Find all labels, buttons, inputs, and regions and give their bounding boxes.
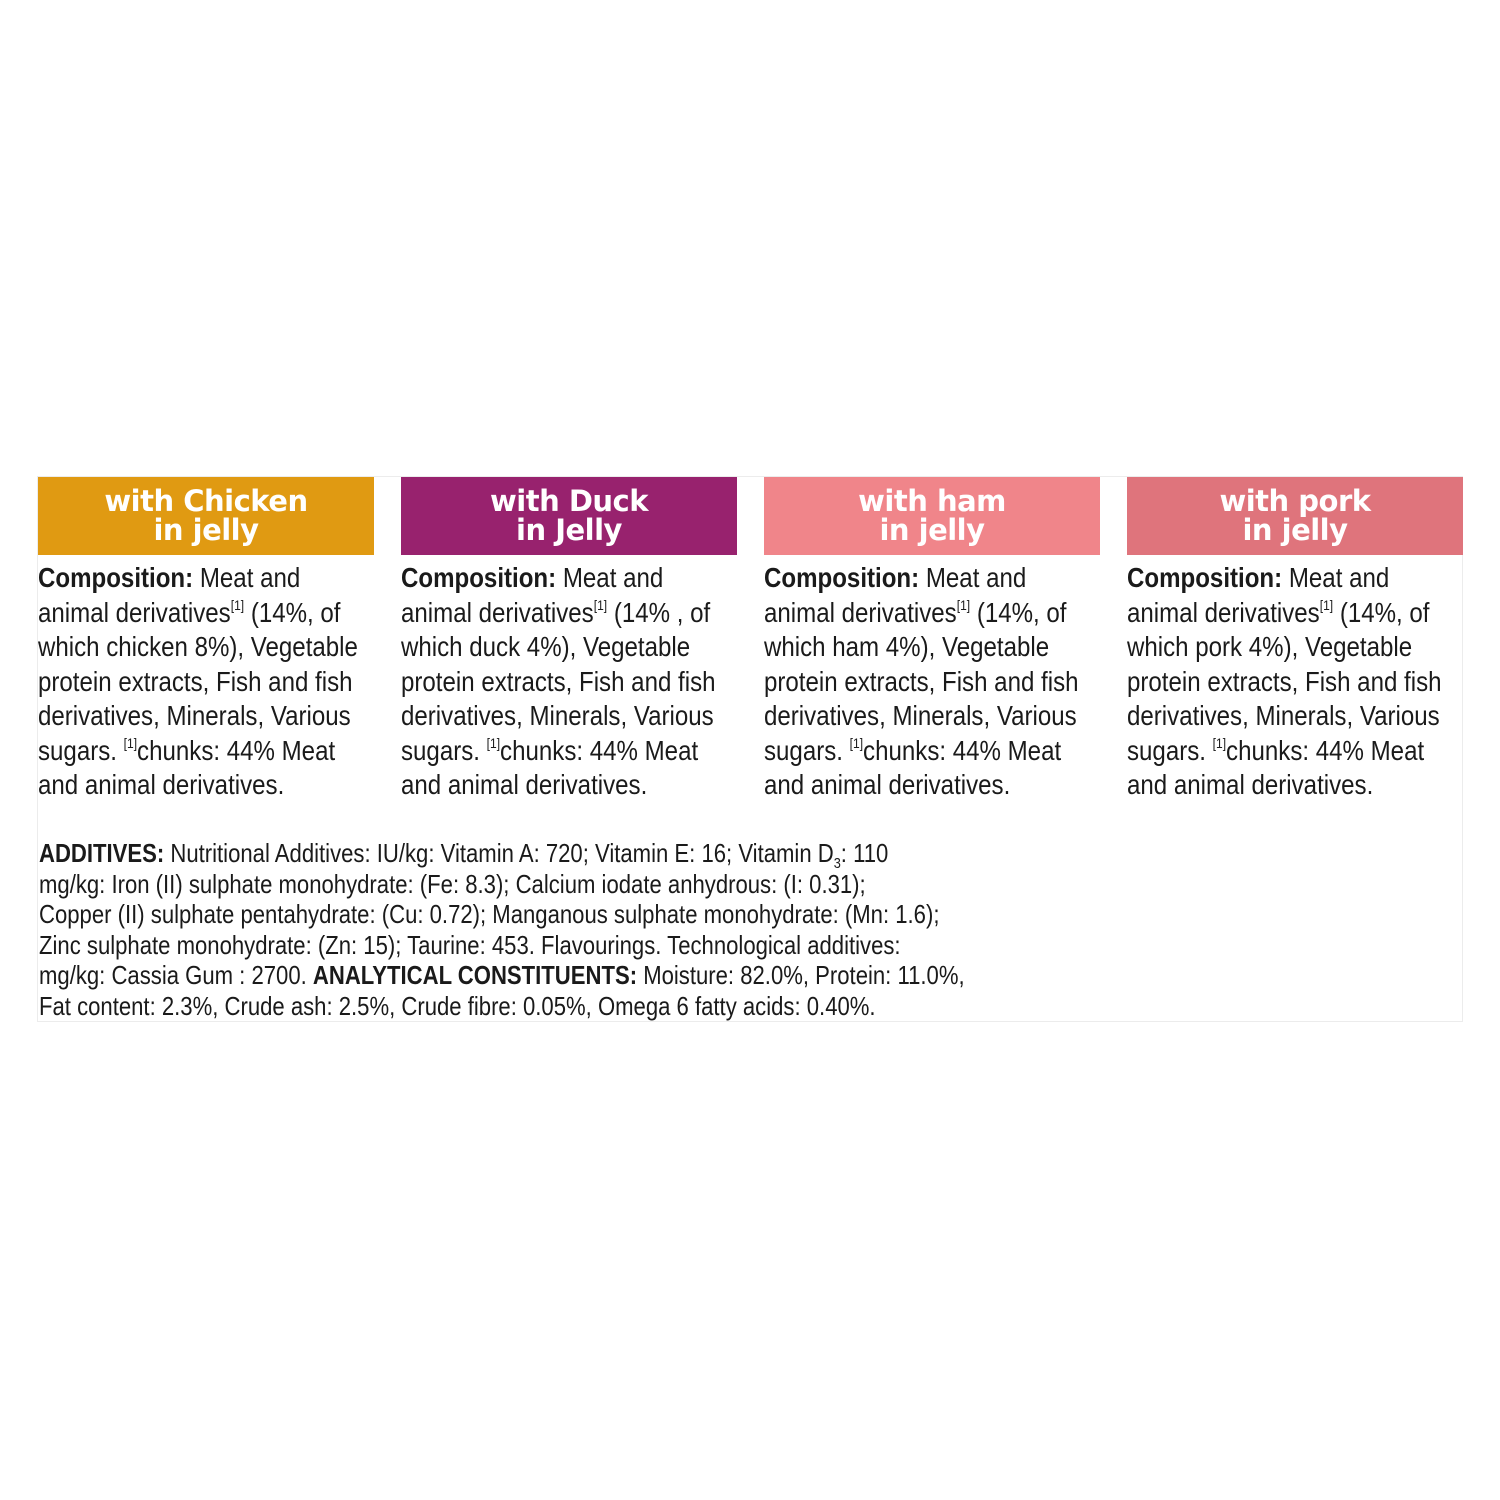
composition-part-a: Meat and animal derivatives [764, 562, 1027, 628]
footnote-mark: [1] [593, 596, 608, 613]
composition-text [764, 561, 1103, 803]
header-line2: in jelly [153, 513, 259, 547]
composition-part-a: Meat and animal derivatives [38, 562, 301, 628]
composition-part-c: chunks: 44% Meat and animal derivatives. [401, 734, 699, 800]
composition-part-b: (14%, of which pork 4%), Vegetable protein extracts, Fish and fish derivatives, Minerals, Various sugars. [1127, 596, 1442, 766]
header-line2: in jelly [879, 513, 985, 547]
additives-line: Copper (II) sulphate pentahydrate: (Cu: 0.72); Manganous sulphate monohydrate: (Mn: 1.6); [39, 899, 940, 929]
additives-text: mg/kg: Cassia Gum : 2700. [39, 960, 313, 990]
header-pork [1127, 477, 1463, 555]
footnote-mark: [1] [230, 596, 245, 613]
composition-text [401, 561, 740, 803]
column-pork [1127, 477, 1463, 803]
composition-label: Composition: [1127, 562, 1283, 593]
composition-text [1127, 561, 1466, 803]
composition-part-b: (14%, of which chicken 8%), Vegetable protein extracts, Fish and fish derivatives, Minerals, Various sugars. [38, 596, 358, 766]
analytical-label: ANALYTICAL CONSTITUENTS: [312, 960, 638, 990]
header-line2: in Jelly [516, 513, 622, 547]
header-line1: with pork [1219, 484, 1371, 518]
composition-text [38, 561, 377, 803]
composition-part-b: (14% , of which duck 4%), Vegetable protein extracts, Fish and fish derivatives, Minerals, Various sugars. [401, 596, 716, 766]
additives-text: : 110 [840, 838, 889, 868]
header-line1: with Chicken [104, 484, 308, 518]
footnote-mark: [1] [1212, 734, 1227, 751]
additives-line [39, 838, 974, 872]
additives-line: Fat content: 2.3%, Crude ash: 2.5%, Crude fibre: 0.05%, Omega 6 fatty acids: 0.40%. [39, 990, 876, 1021]
additives-line: mg/kg: Iron (II) sulphate monohydrate: (Fe: 8.3); Calcium iodate anhydrous: (I: 0.31); [39, 868, 866, 899]
composition-part-c: chunks: 44% Meat and animal derivatives. [764, 734, 1062, 800]
column-chicken [38, 477, 374, 803]
composition-part-a: Meat and animal derivatives [1127, 562, 1390, 628]
subscript: 3 [833, 855, 841, 872]
composition-part-c: chunks: 44% Meat and animal derivatives. [1127, 734, 1425, 800]
additives-text: Moisture: 82.0%, Protein: 11.0%, [637, 960, 965, 990]
header-line1: with Duck [489, 484, 649, 518]
column-duck [401, 477, 737, 803]
composition-label: Composition: [764, 562, 920, 593]
footnote-mark: [1] [1319, 596, 1334, 613]
column-ham [764, 477, 1100, 803]
additives-line: Zinc sulphate monohydrate: (Zn: 15); Taurine: 453. Flavourings. Technological additives: [39, 929, 901, 960]
composition-label: Composition: [401, 562, 557, 593]
composition-part-a: Meat and animal derivatives [401, 562, 664, 628]
header-ham [764, 477, 1100, 555]
additives-text: Nutritional Additives: IU/kg: Vitamin A: 720; Vitamin E: 16; Vitamin D [164, 838, 834, 868]
additives-line [39, 960, 974, 991]
header-chicken [38, 477, 374, 555]
footnote-mark: [1] [486, 734, 501, 751]
header-line2: in jelly [1242, 513, 1348, 547]
footnote-mark: [1] [123, 734, 138, 751]
header-duck [401, 477, 737, 555]
additives-block [39, 838, 974, 1021]
composition-label: Composition: [38, 562, 194, 593]
footnote-mark: [1] [956, 596, 971, 613]
composition-part-c: chunks: 44% Meat and animal derivatives. [38, 734, 336, 800]
footnote-mark: [1] [849, 734, 864, 751]
additives-label: ADDITIVES: [39, 838, 165, 868]
composition-part-b: (14%, of which ham 4%), Vegetable protein extracts, Fish and fish derivatives, Minerals, Various sugars. [764, 596, 1079, 766]
header-line1: with ham [858, 484, 1006, 518]
